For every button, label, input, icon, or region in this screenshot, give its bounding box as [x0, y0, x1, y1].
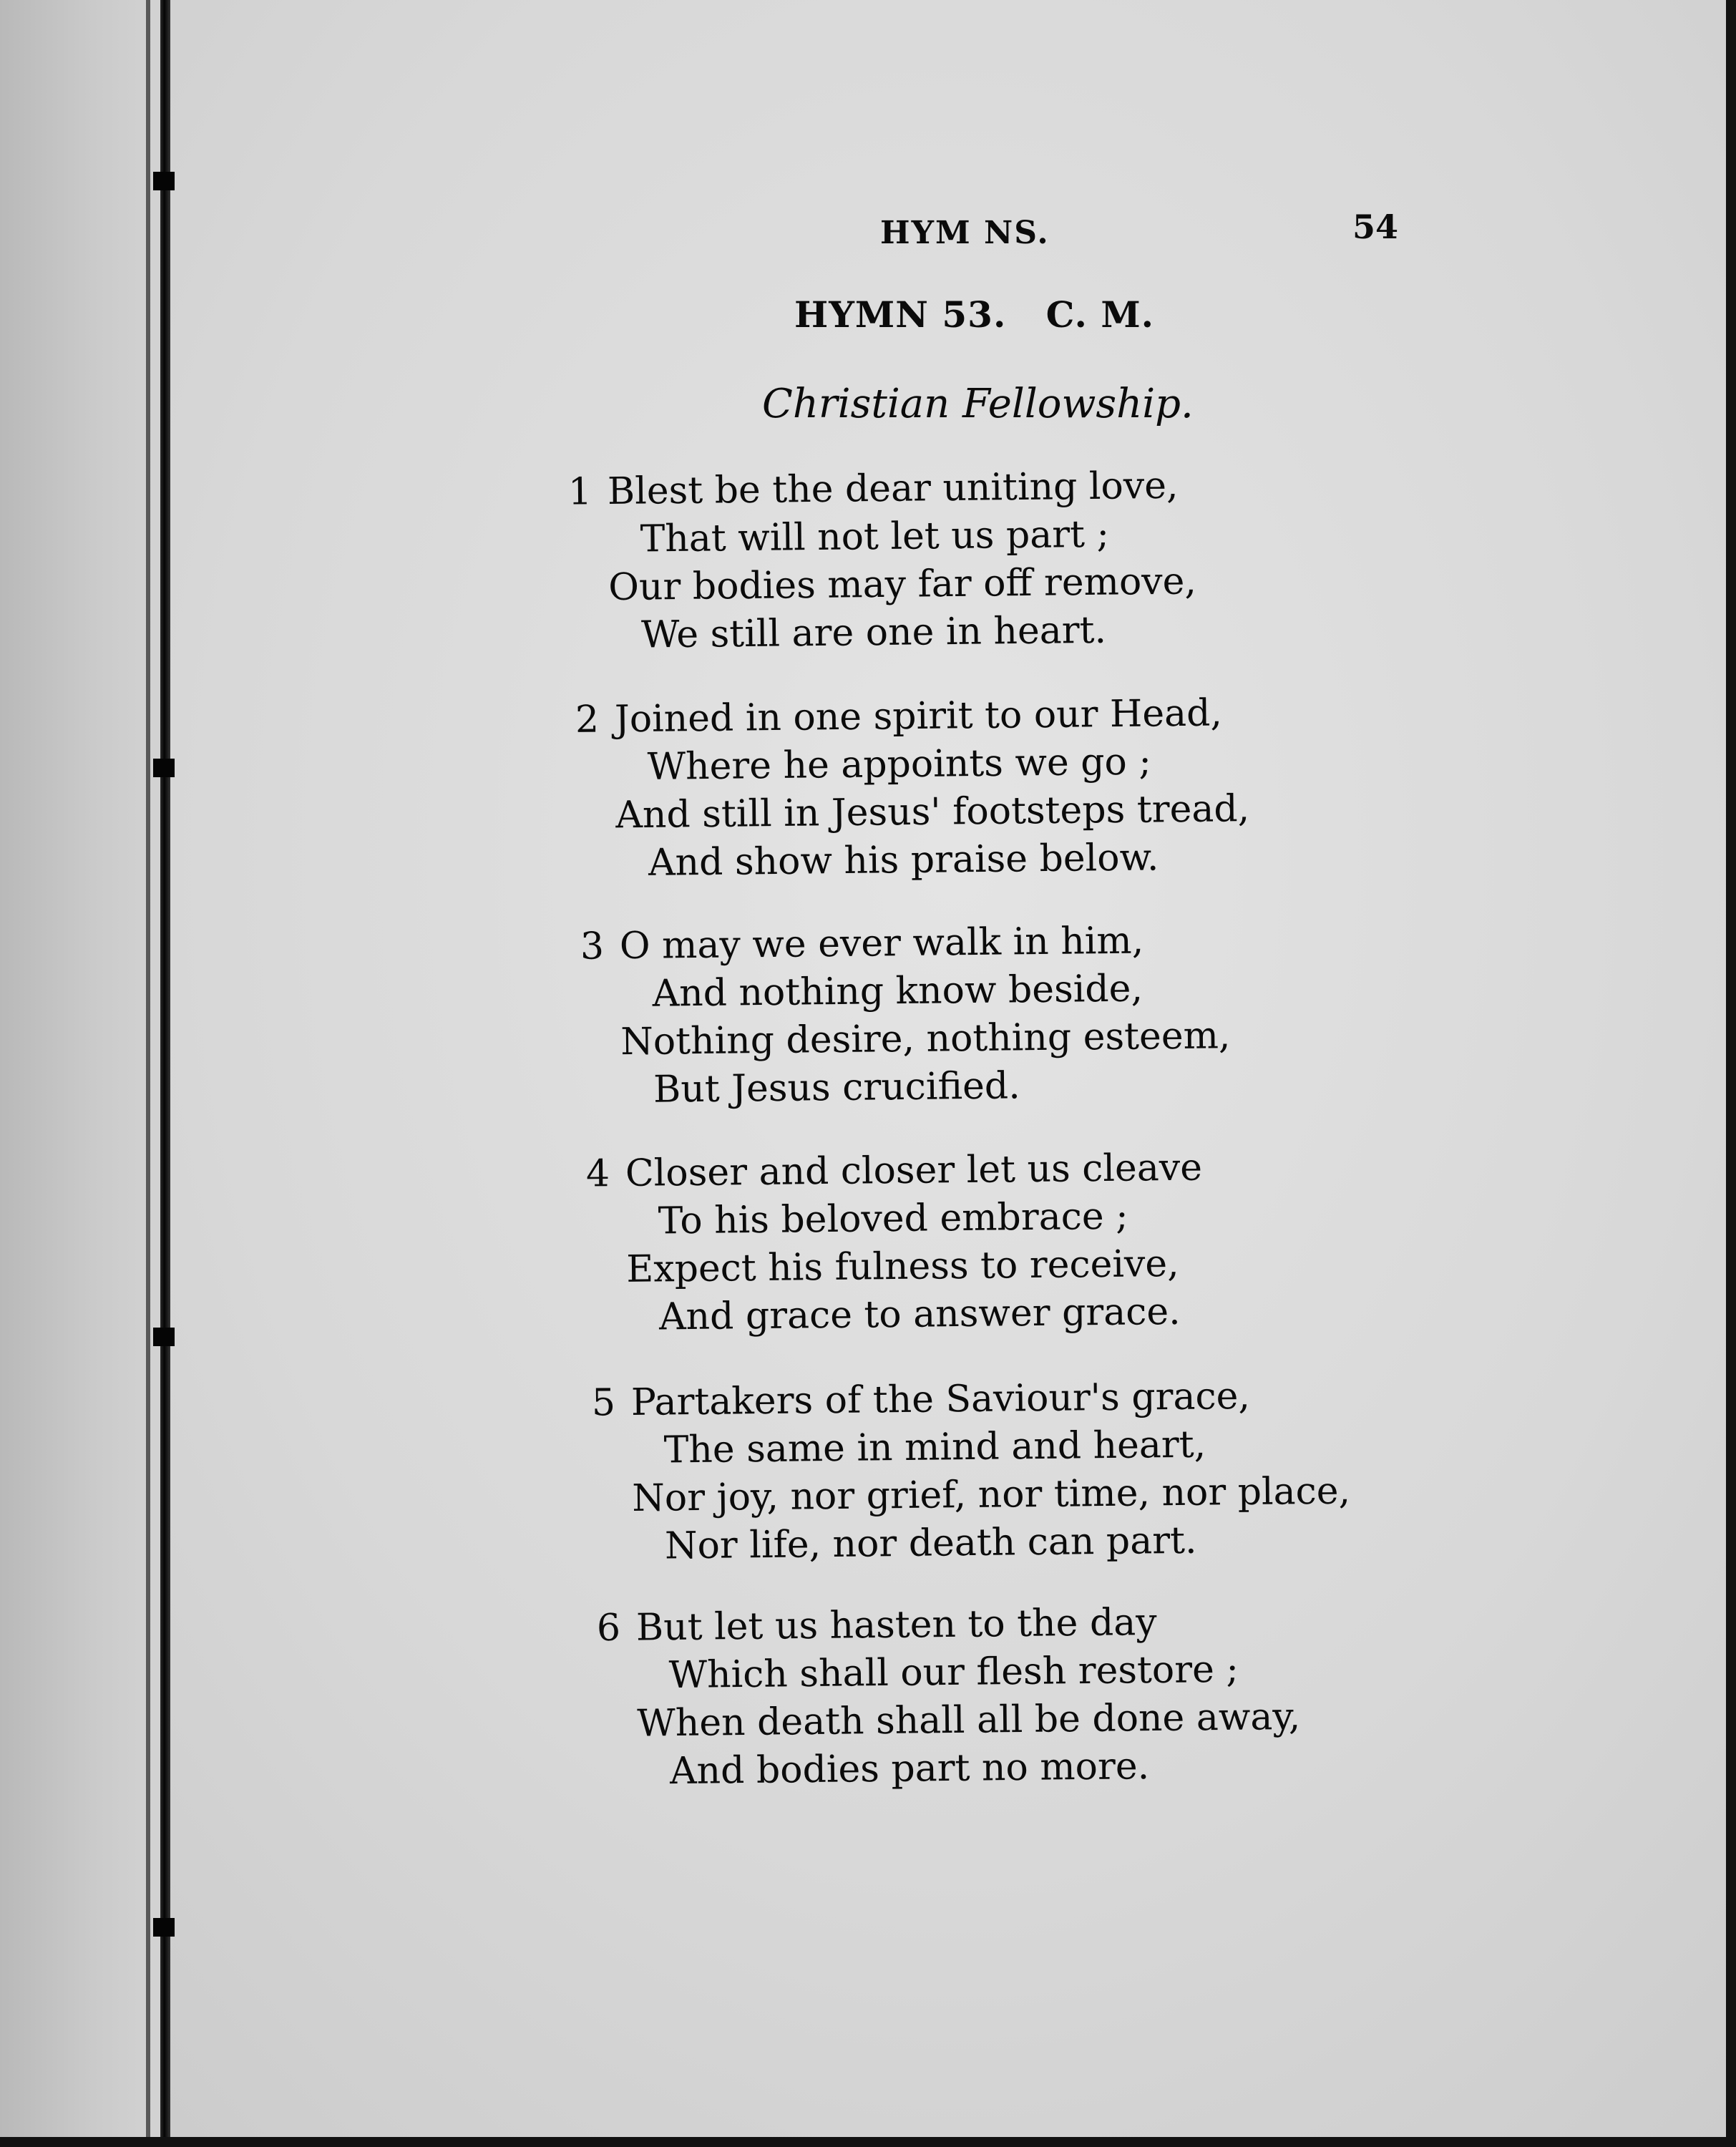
verse-line: And nothing know beside,	[652, 967, 1143, 1016]
verse-number: 3	[580, 925, 605, 968]
hymn-heading: HYMN 53. C. M.	[794, 293, 1155, 336]
binding-stitch	[153, 1918, 175, 1937]
page-number: 54	[1352, 208, 1399, 246]
verse-number: 4	[585, 1152, 610, 1196]
page-gutter	[0, 0, 165, 2147]
binding-edge-inner	[146, 0, 150, 2147]
verse-line: Nothing desire, nothing esteem,	[620, 1014, 1231, 1064]
verse-line	[575, 689, 1249, 744]
verse-4	[586, 1144, 1204, 1342]
verse-line: Where he appoints we go ;	[647, 740, 1152, 789]
verse-line: We still are one in heart.	[640, 608, 1107, 657]
binding-edge	[160, 0, 170, 2147]
verse-number: 6	[596, 1606, 621, 1650]
page-bottom-edge	[0, 2137, 1736, 2147]
verse-line	[592, 1371, 1350, 1427]
verse-1	[568, 462, 1197, 660]
verse-line: That will not let us part ;	[640, 512, 1110, 561]
binding-stitch	[153, 759, 175, 777]
page-right-edge	[1726, 0, 1736, 2147]
verse-line: Nor joy, nor grief, nor time, nor place,	[632, 1469, 1351, 1520]
verse-line: The same in mind and heart,	[663, 1423, 1206, 1472]
verse-line: To his beloved embrace ;	[658, 1194, 1128, 1243]
binding-stitch	[153, 1328, 175, 1346]
verse-3	[580, 916, 1232, 1114]
verse-line: And grace to answer grace.	[658, 1290, 1181, 1339]
verse-number: 1	[567, 470, 593, 514]
verse-line: And still in Jesus' footsteps tread,	[615, 787, 1250, 837]
verse-line	[586, 1144, 1203, 1198]
verse-line	[568, 462, 1196, 516]
verse-line: Our bodies may far off remove,	[608, 560, 1197, 610]
verse-line: Which shall our flesh restore ;	[668, 1647, 1239, 1698]
binding-stitch	[153, 172, 175, 190]
verse-number: 2	[575, 698, 600, 741]
verse-line: And bodies part no more.	[669, 1745, 1150, 1793]
verse-line: And show his praise below.	[648, 836, 1159, 885]
verse-5	[592, 1371, 1351, 1571]
verse-line	[597, 1597, 1300, 1652]
verse-line	[580, 916, 1230, 970]
verse-line: When death shall all be done away,	[637, 1695, 1301, 1746]
verse-text: O may we ever walk in him,	[619, 919, 1144, 968]
verse-text: Joined in one spirit to our Head,	[614, 691, 1223, 741]
verse-6	[597, 1597, 1302, 1796]
hymn-subtitle: Christian Fellowship.	[762, 381, 1194, 427]
verse-number: 5	[591, 1381, 616, 1425]
verse-text: Partakers of the Saviour's grace,	[630, 1374, 1251, 1424]
verse-line: Nor life, nor death can part.	[664, 1519, 1197, 1568]
verse-2	[575, 689, 1251, 888]
verse-line: But Jesus crucified.	[653, 1064, 1020, 1111]
verse-text: Blest be the dear uniting love,	[607, 464, 1179, 514]
running-head: HYM NS.	[880, 215, 1050, 251]
verse-line: Expect his fulness to receive,	[626, 1242, 1179, 1291]
verse-text: But let us hasten to the day	[635, 1600, 1157, 1650]
verse-text: Closer and closer let us cleave	[625, 1146, 1203, 1195]
